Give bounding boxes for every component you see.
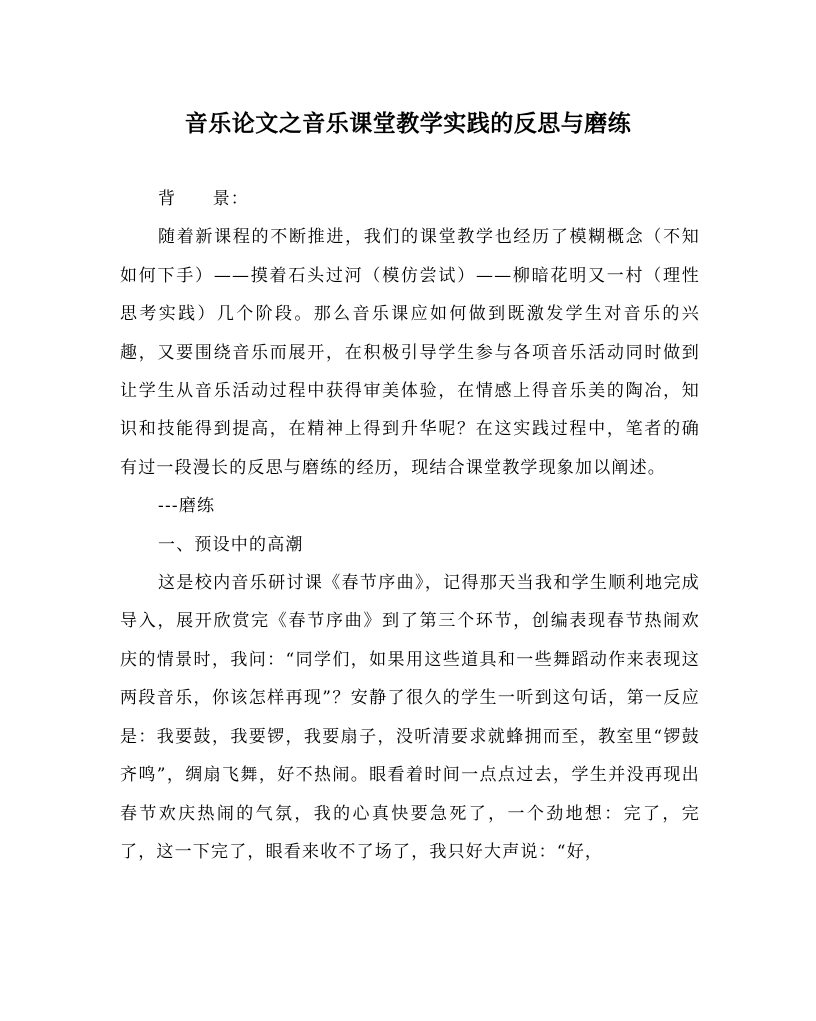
document-title: 音乐论文之音乐课堂教学实践的反思与磨练 (184, 110, 632, 137)
paragraph-background-text: 随着新课程的不断推进，我们的课堂教学也经历了模糊概念（不知如何下手）——摸着石头过河（模仿尝试）——柳暗花明又一村（理性思考实践）几个阶段。那么音乐课应如何做到既激发学生对音乐的兴趣，又要围绕音乐而展开，在积极引导学生参与各项音乐活动同时做到让学生从音乐活动过程中获得审美体验，在情感上得音乐美的陶冶，知识和技能得到提高，在精神上得到升华呢？在这实践过程中，笔者的确有过一段漫长的反思与磨练的经历，现结合课堂教学现象加以阐述。 (120, 227, 700, 478)
paragraph-case-description: 这是校内音乐研讨课《春节序曲》，记得那天当我和学生顺利地完成导入，展开欣赏完《春节序曲》到了第三个环节，创编表现春节热闹欢庆的情景时，我问：“同学们，如果用这些道具和一些舞蹈动作来表现这两段音乐，你该怎样再现”？安静了很久的学生一听到这句话，第一反应是：我要鼓，我要锣，我要扇子，没听清要求就蜂拥而至，教室里“锣鼓齐鸣”，绸扇飞舞，好不热闹。眼看着时间一点点过去，学生并没再现出春节欢庆热闹的气氛，我的心真快要急死了，一个劲地想：完了，完了，这一下完了，眼看来收不了场了，我只好大声说：“好， (120, 573, 700, 862)
section-heading-practice: ---磨练 (158, 496, 216, 517)
document-body (120, 180, 700, 871)
paragraph-background-label: 背 景： (158, 189, 249, 209)
subsection-heading-1: 一、预设中的高潮 (158, 534, 304, 555)
